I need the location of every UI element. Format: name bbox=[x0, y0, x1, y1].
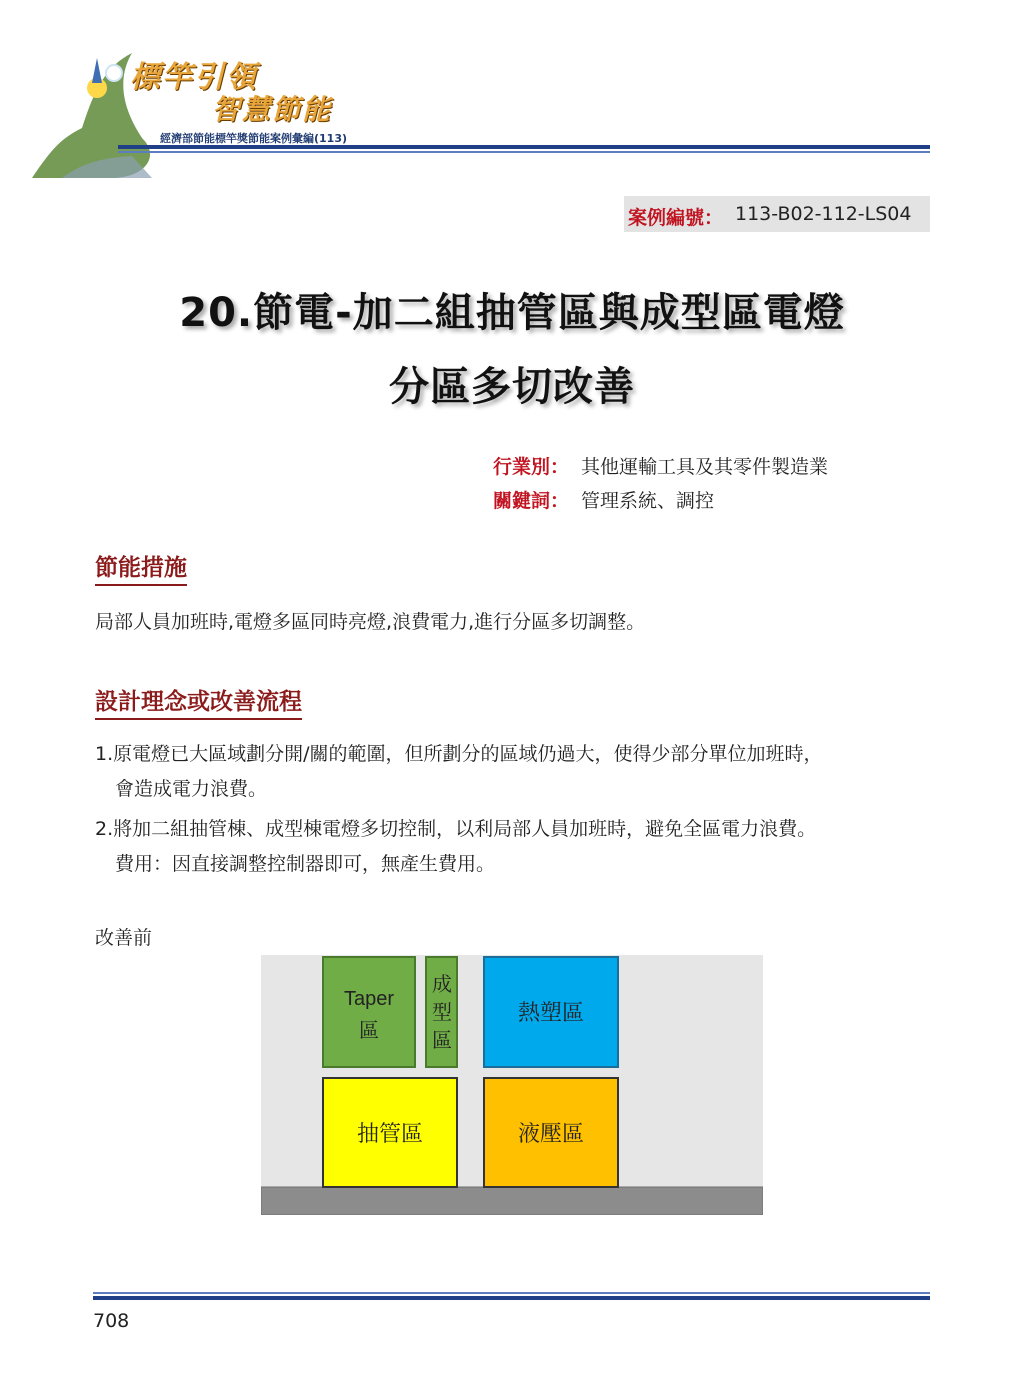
zone-forming-label-2: 型 bbox=[432, 1000, 452, 1024]
section-heading-design: 設計理念或改善流程 bbox=[95, 683, 302, 720]
logo-title-line2: 智慧節能 bbox=[212, 93, 333, 126]
header-subtitle: 經濟部節能標竿獎節能案例彙編(113) bbox=[160, 132, 348, 145]
case-number-value: 113-B02-112-LS04 bbox=[735, 203, 912, 225]
header-rule bbox=[118, 145, 930, 149]
zone-tube-drawing-label: 抽管區 bbox=[356, 1122, 424, 1147]
keywords-label: 關鍵詞： bbox=[493, 490, 570, 512]
figure-caption: 改善前 bbox=[95, 927, 153, 949]
footer-rule bbox=[93, 1296, 930, 1300]
section-heading-measures: 節能措施 bbox=[95, 549, 187, 586]
zone-taper-label-1: Taper bbox=[343, 988, 395, 1010]
keywords-value: 管理系統、調控 bbox=[581, 490, 715, 512]
zone-diagram bbox=[261, 955, 763, 1215]
zone-forming-label-1: 成 bbox=[432, 972, 452, 996]
header-rule-thin bbox=[118, 151, 930, 153]
industry-value: 其他運輸工具及其零件製造業 bbox=[581, 456, 829, 478]
page-number: 708 bbox=[93, 1310, 130, 1332]
zone-taper-label-2: 區 bbox=[359, 1018, 379, 1042]
design-item2-line2: 費用：因直接調整控制器即可，無產生費用。 bbox=[115, 853, 496, 875]
page-title-line1: 20.節電-加二組抽管區與成型區電燈 bbox=[179, 290, 845, 336]
zone-hydraulic-label: 液壓區 bbox=[517, 1122, 585, 1147]
design-item1-line2: 會造成電力浪費。 bbox=[115, 778, 268, 800]
footer-rule-thin bbox=[93, 1292, 930, 1294]
page-title-line2: 分區多切改善 bbox=[389, 364, 635, 410]
diagram-floor bbox=[261, 1187, 763, 1215]
measures-text: 局部人員加班時,電燈多區同時亮燈,浪費電力,進行分區多切調整。 bbox=[95, 611, 646, 633]
zone-thermoplastic-label: 熱塑區 bbox=[517, 1001, 585, 1026]
design-item1-line1: 1.原電燈已大區域劃分開/關的範圍，但所劃分的區域仍過大，使得少部分單位加班時， bbox=[95, 743, 823, 765]
logo-title-line1: 標竿引領 bbox=[130, 60, 258, 95]
zone-taper bbox=[323, 957, 415, 1067]
zone-forming-label-3: 區 bbox=[432, 1028, 452, 1052]
design-item2-line1: 2.將加二組抽管棟、成型棟電燈多切控制，以利局部人員加班時，避免全區電力浪費。 bbox=[95, 818, 817, 840]
case-number-label: 案例編號： bbox=[628, 207, 724, 229]
industry-label: 行業別： bbox=[493, 456, 570, 478]
